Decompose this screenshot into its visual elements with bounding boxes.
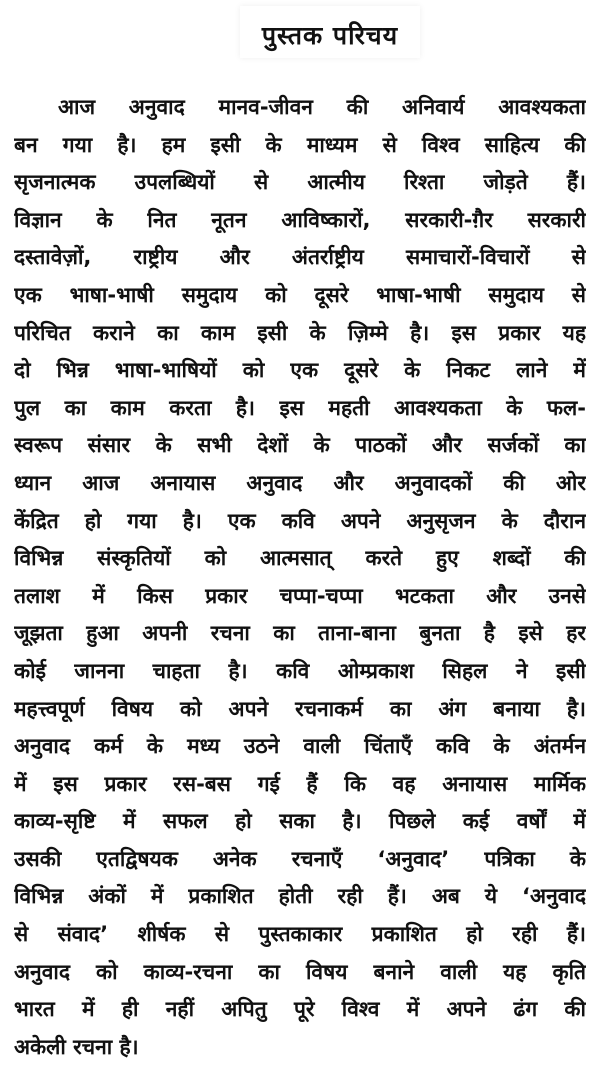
text-line: पुल का काम करता है। इस महती आवश्यकता के फल-	[14, 395, 586, 420]
text-line: सृजनात्मक उपलब्धियों से आत्मीय रिश्ता जोड़ते हैं।	[14, 170, 586, 195]
text-line: स्वरूप संसार के सभी देशों के पाठकों और सर्जकों का	[14, 433, 586, 458]
text-line: केंद्रित हो गया है। एक कवि अपने अनुसृजन के दौरान	[14, 508, 586, 533]
text-line: दस्तावेज़ों, राष्ट्रीय और अंतर्राष्ट्रीय समाचारों-विचारों से	[14, 245, 586, 270]
text-line: कोई जानना चाहता है। कवि ओम्प्रकाश सिहल ने इसी	[14, 658, 586, 683]
text-line: परिचित कराने का काम इसी के ज़िम्मे है। इस प्रकार यह	[14, 320, 586, 345]
text-line: ध्यान आज अनायास अनुवाद और अनुवादकों की ओर	[14, 470, 586, 495]
text-line: उसकी एतद्विषयक अनेक रचनाएँ ‘अनुवाद’ पत्रिका के	[14, 846, 586, 871]
text-line: से संवाद’ शीर्षक से पुस्तकाकार प्रकाशित हो रही हैं।	[14, 922, 586, 947]
text-line: विभिन्न संस्कृतियों को आत्मसात् करते हुए शब्दों की	[14, 546, 586, 571]
text-line: तलाश में किस प्रकार चप्पा-चप्पा भटकता और उनसे	[14, 583, 586, 608]
text-line: में इस प्रकार रस-बस गई हैं कि वह अनायास मार्मिक	[14, 771, 586, 796]
title-box	[240, 6, 420, 58]
page-title: पुस्तक परिचय	[261, 21, 399, 50]
text-line: विज्ञान के नित नूतन आविष्कारों, सरकारी-ग़ैर सरकारी	[14, 207, 586, 232]
text-line: भारत में ही नहीं अपितु पूरे विश्व में अपने ढंग की	[14, 997, 586, 1022]
text-line: दो भिन्न भाषा-भाषियों को एक दूसरे के निकट लाने में	[14, 358, 586, 383]
document-body	[14, 89, 586, 1066]
text-line: महत्त्वपूर्ण विषय को अपने रचनाकर्म का अंग बनाया है।	[14, 696, 586, 721]
text-line: विभिन्न अंकों में प्रकाशित होती रही हैं। अब ये ‘अनुवाद	[14, 884, 586, 909]
text-line: अनुवाद कर्म के मध्य उठने वाली चिंताएँ कवि के अंतर्मन	[14, 734, 586, 759]
text-line: आज अनुवाद मानव-जीवन की अनिवार्य आवश्यकता	[58, 95, 586, 119]
text-line: काव्य-सृष्टि में सफल हो सका है। पिछले कई वर्षों में	[14, 809, 586, 834]
text-line: बन गया है। हम इसी के माध्यम से विश्व साहित्य की	[14, 132, 586, 157]
text-line: अनुवाद को काव्य-रचना का विषय बनाने वाली यह कृति	[14, 959, 586, 984]
text-line: जूझता हुआ अपनी रचना का ताना-बाना बुनता है इसे हर	[14, 621, 586, 646]
text-line: एक भाषा-भाषी समुदाय को दूसरे भाषा-भाषी समुदाय से	[14, 282, 586, 307]
text-line: अकेली रचना है।	[14, 1034, 139, 1059]
